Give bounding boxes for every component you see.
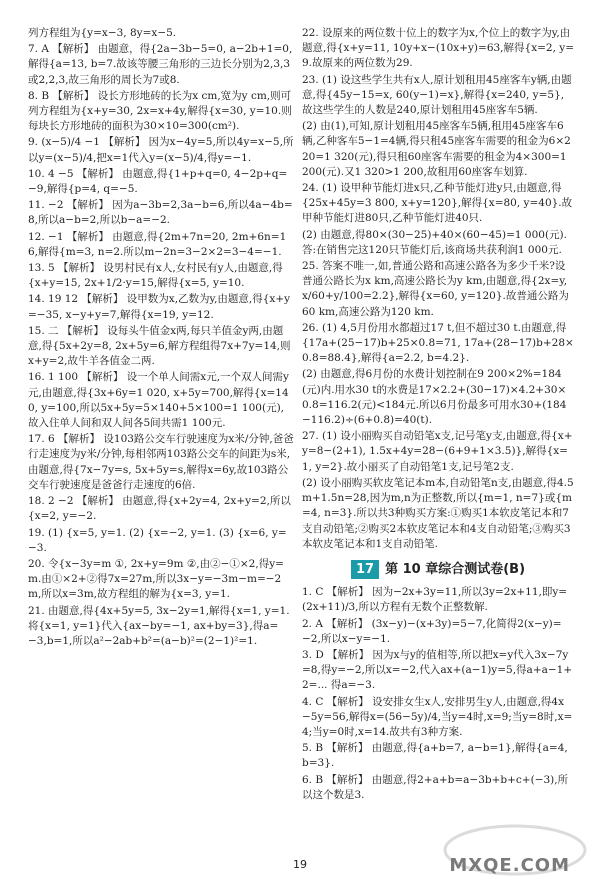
answer-left-9: 15. 二 【解析】 设每头牛值金x两,每只羊值金y两,由题意,得{5x+2y=8, 2x+5y=6,解方程组得7x+7y=14,则x+y=2,故牛羊各值金二两. [28,324,291,368]
answer-left-13: 19. (1) {x=5, y=1. (2) {x=−2, y=1. (3) {x=6, y=−3. [28,526,287,554]
answer-left-15: 21. 由题意,得{4x+5y=5, 3x−2y=1,解得{x=1, y=1.将{x=1, y=1}代入{ax−by=−1, ax+by=3},得a=−3,b=1,所以a²−2ab+b²=(a−b)²=(2−1)²=1. [28,604,290,647]
answer-right-8: 27. (1) 设小丽购买自动铅笔x支,记号笔y支,由题意,得{x+y=8−(2+1), 1.5x+4y=28−(6+9+1×3.5)},解得{x=1, y=2}.故小丽买了自动铅笔1支,记号笔2支. [302,430,573,473]
answer-b-0: 1. C 【解析】 因为−2x+3y=11,所以3y=2x+11,即y=(2x+11)/3,所以方程有无数个正整数解. [302,586,568,614]
watermark-text: MXQE.COM [449,855,570,876]
answer-left-1: 7. A 【解析】 由题意，得{2a−3b−5=0, a−2b+1=0,解得{a=13, b=7.故该等腰三角形的三边长分别为2,3,3或2,2,3,故三角形的周长为7或8. [28,43,293,86]
answer-right-9: (2) 设小丽购买软皮笔记本m本,自动铅笔n支,由题意,得4.5m+1.5n=28,因为m,n为正整数,所以{m=1, n=7}或{m=4, n=3}.所以共3种购买方案:①购买1本软皮笔记本和7支自动铅笔;②购买2本软皮笔记本和4支自动铅笔;③购买3本软皮笔记本和1支自动铅笔. [302,476,574,550]
section-header [302,560,574,579]
answer-left-8: 14. 19 12 【解析】 设甲数为x,乙数为y,由题意,得{x+y=−35, x−y+y=7,解得{x=19, y=12. [28,293,291,321]
answer-right-2: (2) 由(1),可知,原计划租用45座客车5辆,租用45座客车6辆,乙种客车5−1=4辆,得只租45座客车需要的租金为6×220=1 320(元),得只租60座客车需要的租金为4×300=1 200(元).又1 320>1 200,故租用60座客车划算. [302,120,571,178]
answer-b-3: 4. C 【解析】 设安排女生x人,安排男生y人,由题意,得4x−5y=56,解得x=(56−5y)/4,当y=4时,x=9;当y=8时,x=4;当y=0时,x=14.故共有3种方案. [302,695,573,738]
right-column [302,26,574,804]
answer-right-5: 25. 答案不唯一,如,普通公路和高速公路各为多少千米?设普通公路长为x km,高速公路长为y km,由题意,得{2x=y, x/60+y/100=2.2},解得{x=60, y=120}.故普通公路为60 km,高速公路为120 km. [302,260,571,318]
answer-right-4: (2) 由题意,得80×(30−25)+40×(60−45)=1 000(元).答:在销售完这120只节能灯后,该商场共获利润1 000元. [302,228,567,256]
answer-left-7: 13. 5 【解析】 设男村民有x人,女村民有y人,由题意,得{x+y=15, 2x+1/2·y=15,解得{x=5, y=10. [28,262,283,290]
answer-left-6: 12. −1 【解析】 由题意,得{2m+7n=20, 2m+6n=16,解得{m=3, n=2.所以m−2n=3−2×2=3−4=−1. [28,230,287,258]
page-number: 19 [293,858,307,871]
answer-right-7: (2) 由题意,得6月份的水费计划控制在9 200×2%=184(元)内.用水30 t的水费是17×2.2+(30−17)×4.2+30×0.8=116.2(元)<184元.所以6月份最多可用水30+(184−116.2)÷(6+0.8)=40(t). [302,368,567,427]
answer-right-6: 26. (1) 4,5月份用水都超过17 t,但不超过30 t.由题意,得{17a+(25−17)b+25×0.8=71, 17a+(28−17)b+28×0.8=88.4},解得{a=2.2, b=4.2}. [302,321,574,365]
answer-left-10: 16. 1 100 【解析】 设一个单人间需x元,一个双人间需y元,由题意,得{3x+6y=1 020, x+5y=700,解得{x=140, y=100,所以5x+5y=5×140+5×100=1 100(元),故入住单人间和双人间各5间共需1 100元. [28,371,289,430]
answer-b-2: 3. D 【解析】 因为x与y的值相等,所以把x=y代入3x−7y=8,得y=−2,所以x=−2,代入ax+(a−1)y=5,得a+a−1+2=... 得a=−3. [302,648,573,692]
answer-left-11: 17. 6 【解析】 设103路公交车行驶速度为x米/分钟,爸爸行走速度为y米/分钟,每相邻两103路公交车的间距为s米,由题意,得{7x−7y=s, 5x+5y=s,解得x=6y,故103路公交车行驶速度是爸爸行走速度的6倍. [28,433,294,491]
answer-left-0: 列方程组为{y=x−3, 8y=x−5. [28,27,177,39]
answer-b-4: 5. B 【解析】 由题意,得{a+b=7, a−b=1},解得{a=4, b=3}. [302,742,572,770]
section-title: 第 10 章综合测试卷(B) [385,561,526,577]
answer-left-2: 8. B 【解析】 设长方形地砖的长为x cm,宽为y cm,则可列方程组为{x+y=30, 2x=x+4y,解得{x=30, y=10.则每块长方形地砖的面积为30×10=300(cm²). [28,89,292,133]
answer-right-1: 23. (1) 设这些学生共有x人,原计划租用45座客车y辆,由题意,得{45y−15=x, 60(y−1)=x},解得{x=240, y=5},故这些学生的人数是240,原计划租用45座客车5辆. [302,73,572,117]
answer-left-3: 9. (x−5)/4 −1 【解析】 因为x−4y=5,所以4y=x−5,所以y=(x−5)/4,把x=1代入y=(x−5)/4,得y=−1. [28,136,294,164]
answer-left-14: 20. 令{x−3y=m ①, 2x+y=9m ②,由②−①×2,得y=m.由①×2+②得7x=27m,所以3x−y=−3m−m=−2m,所以x=3m,故方程组的解为{x=3, y=1. [28,557,284,601]
answer-right-0: 22. 设原来的两位数十位上的数字为x,个位上的数字为y,由题意,得{x+y=11, 10y+x−(10x+y)=63,解得{x=2, y=9.故原来的两位数为29. [302,27,574,70]
answer-left-5: 11. −2 【解析】 因为a−3b=2,3a−b=6,所以4a−4b=8,所以a−b=2,所以b−a=−2. [28,199,293,227]
answer-right-3: 24. (1) 设甲种节能灯进x只,乙种节能灯进y只,由题意,得{25x+45y=3 800, x+y=120},解得{x=80, y=40}.故甲种节能灯进80只,乙种节能灯进40只. [302,182,573,225]
left-column [28,26,294,650]
answer-b-1: 2. A 【解析】 (3x−y)−(x+3y)=5−7,化简得2(x−y)=−2,所以x−y=−1. [302,617,562,645]
answer-b-5: 6. B 【解析】 由题意,得2+a+b=a−3b+b+c+(−3),所以这个数是3. [302,773,569,801]
answer-left-12: 18. 2 −2 【解析】 由题意,得{x+2y=4, 2x+y=2,所以{x=2, y=−2. [28,495,291,523]
answer-left-4: 10. 4 −5 【解析】 由题意,得{1+p+q=0, 4−2p+q=−9,解得{p=4, q=−5. [28,167,288,196]
section-number-badge: 17 [351,560,379,579]
